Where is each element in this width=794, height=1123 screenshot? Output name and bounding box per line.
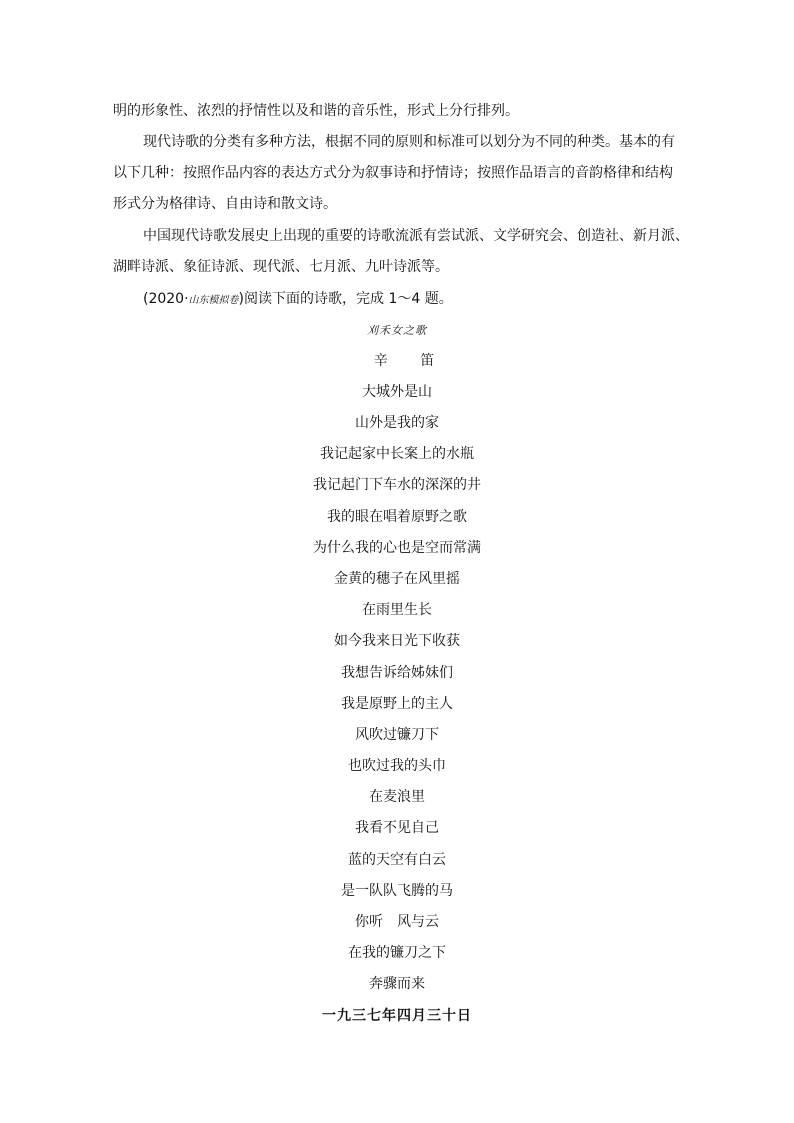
- poem-line: 在麦浪里: [369, 789, 425, 805]
- question-prompt: [143, 289, 453, 311]
- poem-title: 刈禾女之歌: [367, 324, 427, 337]
- schools-paragraph-line-2: 湖畔诗派、象征诗派、现代派、七月派、九叶诗派等。: [113, 259, 449, 275]
- question-text: )阅读下面的诗歌，完成 1～4 题。: [238, 291, 453, 307]
- intro-paragraph-end: 明的形象性、浓烈的抒情性以及和谐的音乐性，形式上分行排列。: [113, 103, 519, 119]
- poem-line: 在我的镰刀之下: [348, 945, 446, 961]
- poem-line: 我记起家中长案上的水瓶: [320, 446, 474, 462]
- poem-line: 在雨里生长: [362, 602, 432, 618]
- poem-line: 我记起门下车水的深深的井: [313, 477, 481, 493]
- poem-line: 我看不见自己: [355, 820, 439, 836]
- poem-line: 奔骤而来: [369, 976, 425, 992]
- poem-line: 如今我来日光下收获: [334, 633, 460, 649]
- poem-date: 一九三七年四月三十日: [322, 1008, 472, 1024]
- poem-line: 为什么我的心也是空而常满: [313, 540, 481, 556]
- classification-paragraph-line-3: 形式分为格律诗、自由诗和散文诗。: [113, 196, 337, 212]
- poem-line: 金黄的穗子在风里摇: [334, 571, 460, 587]
- poem-author: 辛 笛: [373, 353, 449, 369]
- poem-line: 蓝的天空有白云: [348, 852, 446, 868]
- poem-line: 也吹过我的头巾: [348, 758, 446, 774]
- poem-line: 我想告诉给姊妹们: [341, 665, 453, 681]
- poem-line: 山外是我的家: [355, 415, 439, 431]
- poem-line: 风吹过镰刀下: [355, 727, 439, 743]
- question-source-tag: 山东模拟卷: [188, 295, 239, 306]
- question-year: (2020·: [143, 291, 189, 307]
- poem-line: 是一队队飞腾的马: [341, 883, 453, 899]
- schools-paragraph-line-1: 中国现代诗歌发展史上出现的重要的诗歌流派有尝试派、文学研究会、创造社、新月派、: [143, 228, 689, 244]
- classification-paragraph-line-2: 以下几种：按照作品内容的表达方式分为叙事诗和抒情诗；按照作品语言的音韵格律和结构: [113, 165, 673, 181]
- poem-line: 大城外是山: [362, 384, 432, 400]
- poem-line: 你听 风与云: [355, 914, 439, 930]
- poem-line: 我是原野上的主人: [341, 696, 453, 712]
- poem-line: 我的眼在唱着原野之歌: [327, 509, 467, 525]
- classification-paragraph-line-1: 现代诗歌的分类有多种方法，根据不同的原则和标准可以划分为不同的种类。基本的有: [143, 134, 675, 150]
